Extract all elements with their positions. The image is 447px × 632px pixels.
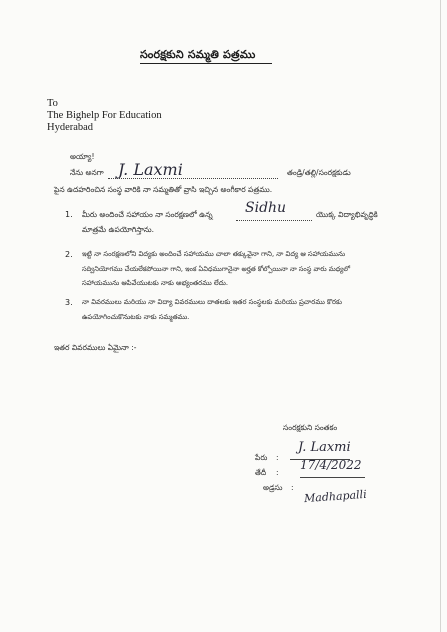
student-dotted-line — [236, 220, 312, 221]
signature-address-label: అడ్రసు — [263, 483, 283, 492]
item-3-line-1: నా వివరములు మరియు నా విద్యా వివరములు దాతలకు ఇతర సంస్థలకు మరియు ప్రచారము కొరకు — [82, 298, 342, 306]
item-1-line-2: మాత్రమే ఉపయోగిస్తాను. — [82, 225, 154, 234]
student-name-handwritten: Sidhu — [245, 200, 287, 216]
other-details-label: ఇతర వివరములు ఏమైనా :- — [54, 343, 137, 352]
guardian-name-handwritten: J. Laxmi — [118, 160, 183, 179]
item-2-line-1: ఇట్టి నా సంరక్షణలోని విద్యకు అందించే సహాయము చాలా తక్కువైనా గాని, నా విద్య ఆ సహాయమును — [82, 250, 346, 258]
colon: : — [291, 483, 294, 492]
scan-edge — [440, 0, 441, 632]
title-underline — [140, 63, 272, 64]
item-2-line-3: సహాయమును ఆపివేయుటకు నాకు అభ్యంతరము లేదు. — [82, 279, 229, 287]
signature-date-handwritten: 17/4/2022 — [300, 458, 362, 472]
name-prefix: నేను అనగా — [70, 168, 104, 177]
signature-name-handwritten: J. Laxmi — [298, 440, 351, 455]
recipient-organization: The Bighelp For Education — [47, 110, 162, 121]
item-1-suffix: యొక్క విద్యాభివృద్ధికి — [316, 210, 378, 219]
signature-date-label: తేదీ — [255, 468, 267, 477]
intro-line: పైన ఉదహరించిన సంస్థ వారికి నా సమ్మతితో వ్రాసి ఇచ్చిన అంగీకార పత్రము. — [54, 185, 273, 194]
to-label: To — [47, 98, 58, 109]
item-number: 2. — [65, 250, 73, 259]
recipient-city: Hyderabad — [47, 122, 94, 133]
colon: : — [276, 468, 279, 477]
item-2-line-2: సద్వినియోగము చేయలేకపోయినా గాని, ఇంక ఏవిధముగానైనా అర్హత కోల్పోయినా నా సంస్థ వారు మధ్యలో — [82, 265, 351, 273]
relation-label: తండ్రి/తల్లి/సంరక్షకుడు — [287, 168, 351, 177]
item-1-line-1: మీరు అందించే సహాయం నా సంరక్షణలో ఉన్న — [82, 210, 213, 219]
salutation: అయ్యా! — [70, 152, 95, 161]
item-number: 3. — [65, 298, 73, 307]
signature-name-label: పేరు — [255, 453, 268, 462]
colon: : — [276, 453, 279, 462]
signature-address-handwritten: Madhapalli — [303, 487, 368, 506]
letter-title: సంరక్షకుని సమ్మతి పత్రము — [140, 48, 256, 61]
date-underline — [300, 477, 365, 478]
signature-heading: సంరక్షకుని సంతకం — [283, 423, 338, 432]
item-number: 1. — [65, 210, 73, 219]
item-3-line-2: ఉపయోగించుకొనుటకు నాకు సమ్మతము. — [82, 313, 190, 321]
